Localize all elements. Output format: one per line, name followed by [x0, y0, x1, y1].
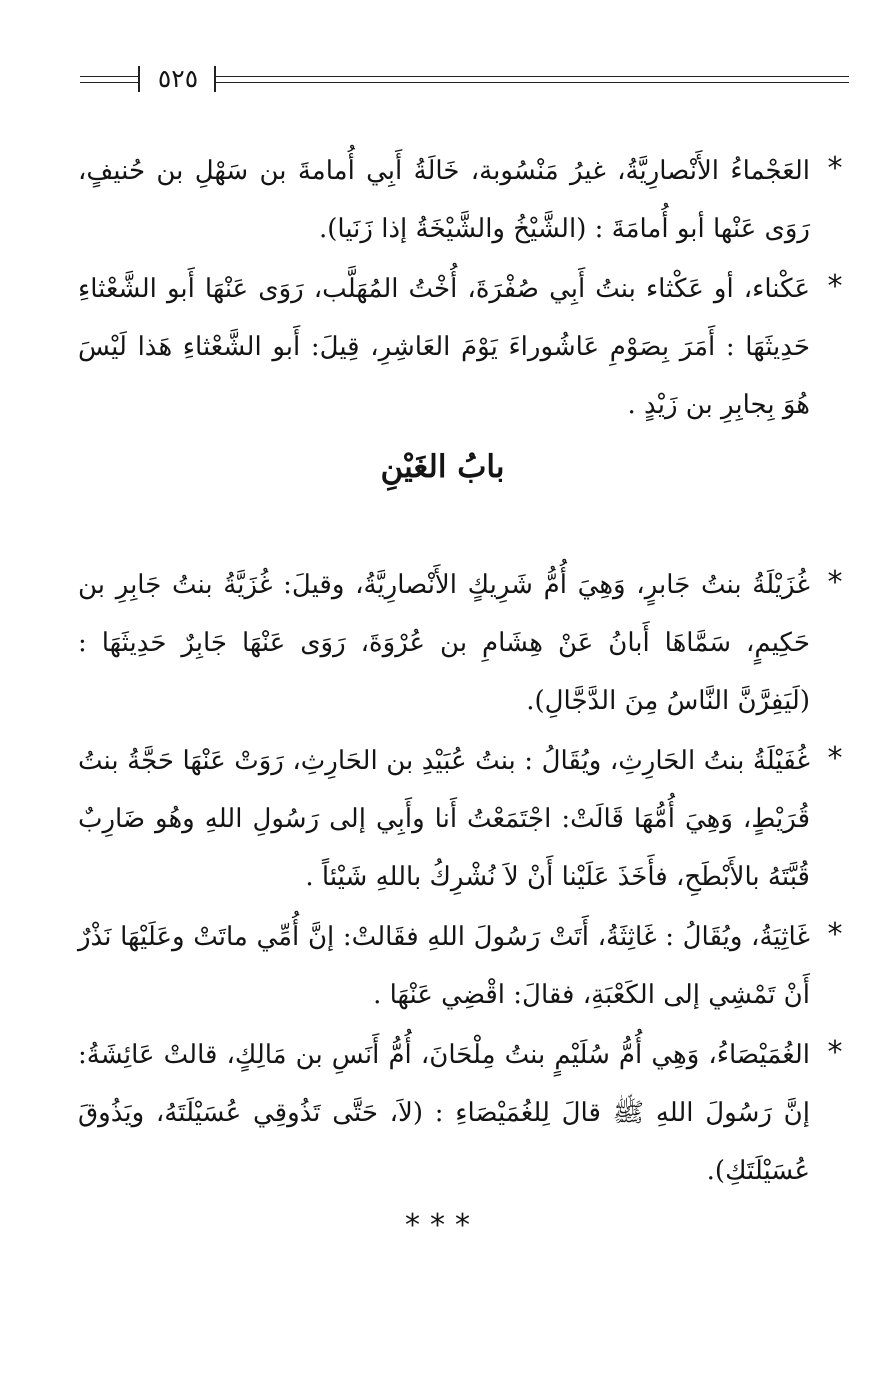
entry-bullet: *: [827, 269, 843, 304]
entries-after-heading: [78, 556, 850, 1202]
entry-text: عَكْناء، أو عَكْثاء بنتُ أَبِي صُفْرَةَ، أُخْتُ المُهَلَّب، رَوَى عَنْهَا أَبو الشَّعْثاءِ حَدِيثَهَا : أَمَرَ بِصَوْمِ عَاشُوراءَ يَوْمَ العَاشِرِ، قِيلَ: أَبو الشَّعْثاءِ هَذا لَيْسَ هُوَ بِجابِرِ بن زَيْدٍ .: [78, 274, 810, 420]
entry-ghumaysaa: [78, 1026, 850, 1200]
entry-bullet: *: [827, 741, 843, 776]
entry-ajmaa: [78, 142, 850, 258]
entry-text: غُزَيْلَةُ بنتُ جَابرٍ، وَهِيَ أُمُّ شَرِيكٍ الأَنْصارِيَّةُ، وقيلَ: غُزَيَّةُ بنتُ جَابِرِ بن حَكِيمٍ، سَمَّاهَا أَبانُ عَنْ هِشَامِ بن عُرْوَةَ، رَوَى عَنْهَا جَابِرٌ حَدِيثَهَا : (لَيَفِرَّنَّ النَّاسُ مِنَ الدَّجَّالِ).: [78, 570, 811, 716]
page-number: ٥٢٥: [157, 64, 199, 93]
section-heading: بابُ الغَيْنِ: [380, 449, 505, 485]
entry-bullet: *: [827, 565, 843, 600]
entry-bullet: *: [827, 917, 843, 952]
entry-ghathiya: [78, 908, 850, 1024]
entry-text: غَاثِيَةُ، ويُقَالُ : غَاثِثَةُ، أَتَتْ رَسُولَ اللهِ فقَالتْ: إنَّ أُمِّي ماتَتْ وعَلَيْهَا نَذْرٌ أَنْ تَمْشِي إلى الكَعْبَةِ، فقالَ: اقْضِي عَنْهَا .: [78, 922, 810, 1010]
entry-text: الغُمَيْصَاءُ، وَهِي أُمُّ سُلَيْمٍ بنتُ مِلْحَانَ، أُمُّ أَنَسِ بن مَالِكٍ، قالتْ عَائِشَةُ: إنَّ رَسُولَ اللهِ ﷺ قالَ لِلغُمَيْصَاءِ : (لاَ، حَتَّى تَذُوقِي عُسَيْلَتَهُ، ويَذُوقَ عُسَيْلَتَكِ).: [78, 1040, 810, 1186]
entry-bullet: *: [827, 151, 843, 186]
entry-bullet: *: [827, 1035, 843, 1070]
entry-text: العَجْماءُ الأَنْصارِيَّةُ، غيرُ مَنْسُوبة، خَالَةُ أَبِي أُمامةَ بن سَهْلِ بن حُنيفٍ، رَوَى عَنْها أبو أُمامَةَ : (الشَّيْخُ والشَّيْخَةُ إذا زَنَيا).: [78, 156, 810, 244]
page-header: [0, 66, 885, 98]
section-end-ornament: ***: [405, 1208, 480, 1243]
entry-ghuzayla: [78, 556, 850, 730]
header-rule-left: [80, 76, 138, 83]
entry-ghufayla: [78, 732, 850, 906]
entry-text: غُفَيْلَةُ بنتُ الحَارِثِ، ويُقَالُ : بنتُ عُبَيْدِ بن الحَارِثِ، رَوَتْ عَنْهَا حَجَّةُ بنتُ قُرَيْطٍ، وَهِيَ أُمُّهَا قَالَتْ: اجْتَمَعْتُ أَنا وأَبِي إلى رَسُولِ اللهِ وهُو ضَارِبٌ قُبَّتَهُ بالأَبْطَحِ، فأَخَذَ عَلَيْنا أَنْ لاَ نُشْرِكُ باللهِ شَيْئاً .: [78, 746, 810, 892]
entries-before-heading: [78, 142, 850, 436]
entry-akna: [78, 260, 850, 434]
header-rule-right: [216, 76, 849, 83]
